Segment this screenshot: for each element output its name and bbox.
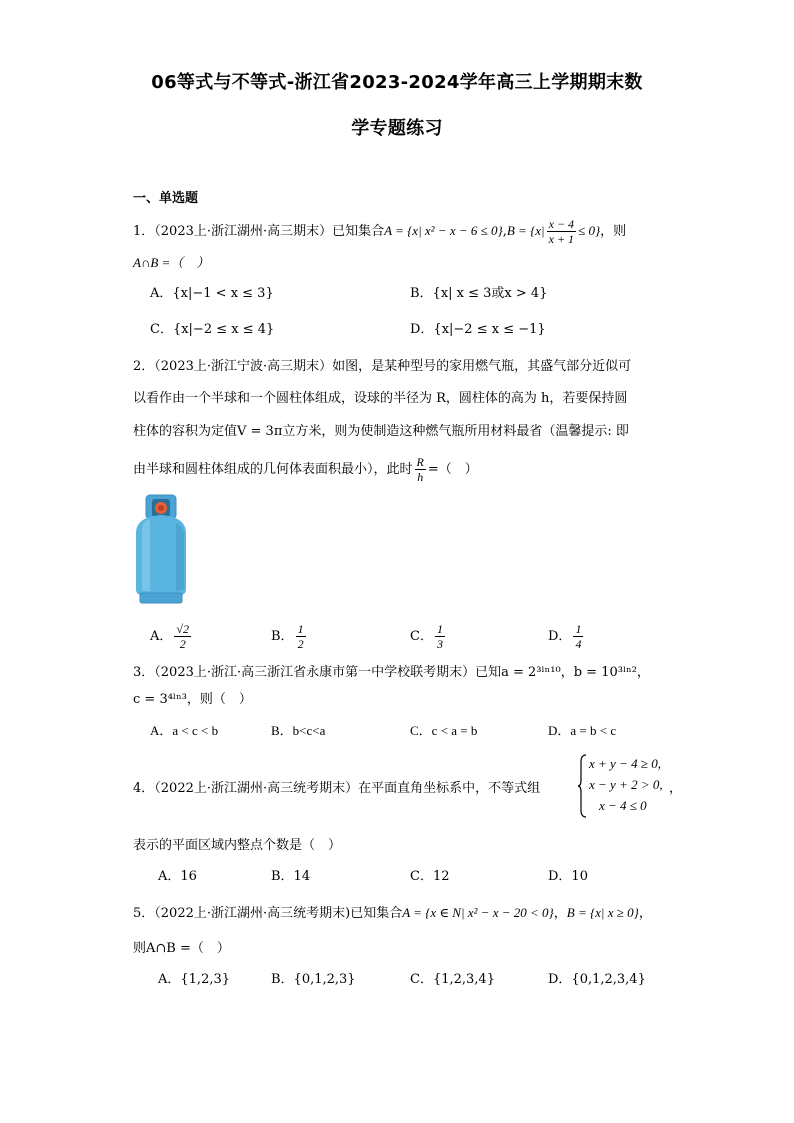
q5-option-d[interactable]: D．{0,1,2,3,4} (548, 972, 646, 987)
q2-option-b-fraction (296, 622, 306, 651)
q2-option-b[interactable] (271, 622, 308, 651)
q1-setB-post: ≤ 0} (578, 223, 601, 238)
q1-setA: A = {x| x² − x − 6 ≤ 0} (384, 223, 503, 238)
q5-option-b[interactable]: B．{0,1,2,3} (271, 972, 356, 987)
q2-option-c[interactable] (410, 622, 447, 651)
q2-option-a-label: A． (150, 629, 173, 644)
q3-option-d[interactable]: D．a = b < c (548, 723, 617, 738)
q5-end: ， (638, 906, 652, 921)
q5-line2: 则A∩B =（ ） (133, 941, 230, 956)
q1-option-a[interactable]: A．{x|−1 < x ≤ 3} (150, 286, 274, 301)
q2-line1: 2．（2023上·浙江宁波·高三期末）如图，是某种型号的家用燃气瓶，其盛气部分近似可 (133, 359, 632, 374)
q5-line1 (133, 903, 652, 924)
q1-setB-fraction (547, 217, 576, 246)
q2-line3: 柱体的容积为定值V = 3π立方米，则为使制造这种燃气瓶所用材料最省（温馨提示: 即 (133, 424, 629, 439)
page-title-line2: 学专题练习 (351, 118, 443, 139)
q4-option-b[interactable]: B．14 (271, 869, 311, 884)
q5-mid: ， (553, 906, 567, 921)
q1-line2: A∩B =（ ） (133, 255, 210, 270)
q1-stem (133, 217, 626, 246)
q2-option-d-fraction (573, 622, 583, 651)
q2-option-a-num: √2 (176, 622, 189, 636)
q4-line2: 表示的平面区域内整点个数是（ ） (133, 838, 342, 853)
q4-ineq-2: x − y + 2 > 0, (589, 777, 663, 792)
section-heading: 一、单选题 (133, 191, 199, 206)
q2-ratio-num: R (416, 455, 424, 469)
q1-prefix: 1．（2023上·浙江湖州·高三期末）已知集合 (133, 224, 385, 239)
q3-option-b[interactable]: B．b<c<a (271, 723, 326, 738)
q5-option-a[interactable]: A．{1,2,3} (158, 972, 231, 987)
q1-setB-num: x − 4 (548, 217, 575, 231)
q4-ineq-3: x − 4 ≤ 0 (599, 798, 647, 813)
q1-setB-den: x + 1 (548, 232, 575, 246)
q2-option-b-label: B． (271, 629, 294, 644)
q3-option-a[interactable]: A．a < c < b (150, 723, 219, 738)
gas-cylinder-image (130, 493, 192, 605)
q5-setB: B = {x| x ≥ 0} (566, 905, 639, 920)
q2-line4-post: =（ ） (427, 462, 478, 477)
q1-option-b[interactable]: B．{x| x ≤ 3或x > 4} (410, 286, 548, 301)
q1-setB-pre: B = {x| (506, 223, 545, 238)
q2-option-c-den: 3 (436, 637, 443, 651)
q4-option-c[interactable]: C．12 (410, 869, 450, 884)
page-title-line1: 06等式与不等式-浙江省2023-2024学年高三上学期期末数 (151, 72, 643, 93)
q2-option-a-den: 2 (179, 637, 186, 651)
q2-option-a[interactable] (150, 622, 193, 651)
q2-option-c-fraction (435, 622, 445, 651)
q3-line2: c = 3⁴ˡⁿ³，则（ ） (133, 692, 252, 707)
q2-line2: 以看作由一个半球和一个圆柱体组成，设球的半径为 R，圆柱体的高为 h，若要保持圆 (133, 391, 628, 406)
q4-option-a[interactable]: A．16 (158, 869, 197, 884)
q5-option-c[interactable]: C．{1,2,3,4} (410, 972, 495, 987)
q2-ratio-fraction (415, 455, 426, 484)
q4-line1: 4．（2022上·浙江湖州·高三统考期末）在平面直角坐标系中，不等式组 (133, 781, 541, 796)
q2-option-b-num: 1 (297, 622, 304, 636)
q2-option-d-den: 4 (575, 637, 582, 651)
q2-ratio-den: h (417, 470, 424, 484)
q4-ineq-1: x + y − 4 ≥ 0, (589, 756, 661, 771)
q4-sys-end: ， (669, 780, 683, 795)
q1-option-d[interactable]: D．{x|−2 ≤ x ≤ −1} (410, 322, 546, 337)
q2-option-d[interactable] (548, 622, 585, 651)
q2-option-c-label: C． (410, 629, 433, 644)
q1-suffix: ，则 (600, 224, 627, 239)
q4-option-d[interactable]: D．10 (548, 869, 588, 884)
q5-prefix: 5．（2022上·浙江湖州·高三统考期末)已知集合 (133, 906, 403, 921)
q5-setA: A = {x ∈ N| x² − x − 20 < 0} (402, 905, 554, 920)
q2-option-c-num: 1 (436, 622, 443, 636)
q2-option-d-label: D． (548, 629, 572, 644)
q2-option-a-fraction (174, 622, 191, 651)
q3-line1: 3．（2023上·浙江·高三浙江省永康市第一中学校联考期末）已知a = 2³ˡⁿ¹⁰，b = 10³ˡⁿ²， (133, 665, 650, 680)
q3-option-c[interactable]: C．c < a = b (410, 723, 478, 738)
q1-sep: , (502, 224, 507, 239)
q2-option-b-den: 2 (297, 637, 304, 651)
q2-option-d-num: 1 (575, 622, 582, 636)
q2-line4 (133, 455, 478, 484)
q2-line4-pre: 由半球和圆柱体组成的几何体表面积最小），此时 (133, 462, 413, 477)
left-brace-icon (577, 754, 587, 818)
q1-option-c[interactable]: C．{x|−2 ≤ x ≤ 4} (150, 322, 275, 337)
